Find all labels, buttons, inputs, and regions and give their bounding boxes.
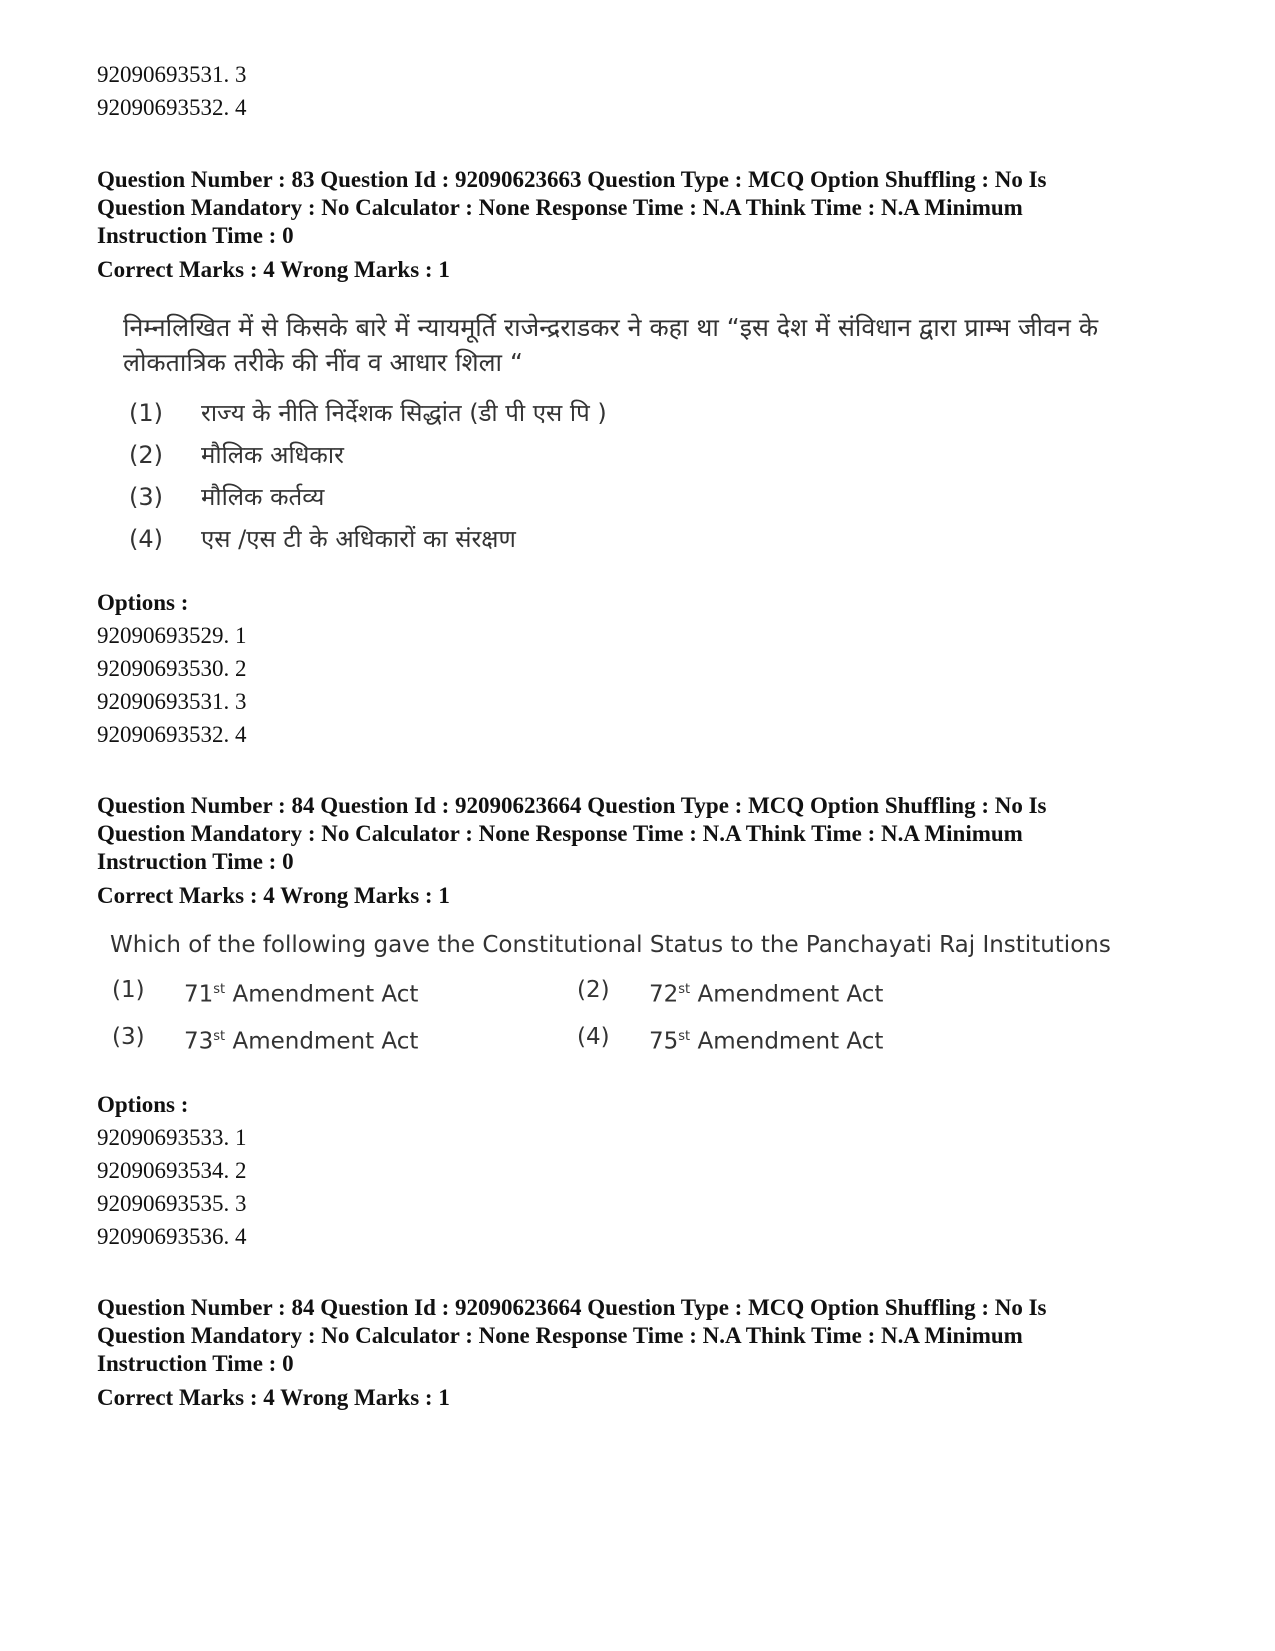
question-marks: Correct Marks : 4 Wrong Marks : 1: [97, 883, 450, 908]
choice-text: मौलिक कर्तव्य: [201, 483, 325, 511]
question-84-body: [110, 930, 1111, 1057]
options-title: Options :: [97, 1092, 189, 1117]
option-item: 92090693536. 4: [97, 1224, 247, 1249]
question-meta-line: Question Number : 84 Question Id : 92090623664 Question Type : MCQ Option Shuffling : No Is: [97, 793, 1047, 818]
question-meta-line: Question Mandatory : No Calculator : None Response Time : N.A Think Time : N.A Minimum: [97, 821, 1023, 846]
question-meta-line: Instruction Time : 0: [97, 223, 294, 248]
question-meta-line: Question Number : 83 Question Id : 92090623663 Question Type : MCQ Option Shuffling : No Is: [97, 167, 1047, 192]
question-stem: [123, 310, 1163, 380]
question-stem-line: लोकतात्रिक तरीके की नींव व आधार शिला “: [123, 348, 523, 377]
question-marks: Correct Marks : 4 Wrong Marks : 1: [97, 257, 450, 282]
answer-choice: [129, 434, 1163, 476]
option-item: 92090693532. 4: [97, 722, 247, 747]
option-item: 92090693534. 2: [97, 1158, 247, 1183]
option-item: 92090693529. 1: [97, 623, 247, 648]
question-meta-line: Question Number : 84 Question Id : 92090623664 Question Type : MCQ Option Shuffling : No Is: [97, 1295, 1047, 1320]
answer-choice: [129, 476, 1163, 518]
answer-choice: [112, 1021, 577, 1058]
question-meta-line: Question Mandatory : No Calculator : None Response Time : N.A Think Time : N.A Minimum: [97, 1323, 1023, 1348]
options-title: Options :: [97, 590, 189, 615]
choice-text: 75st Amendment Act: [649, 1028, 884, 1055]
choice-number: (3): [129, 483, 163, 511]
option-item: 92090693531. 3: [97, 689, 247, 714]
choice-number: (1): [129, 399, 163, 427]
choice-number: (4): [129, 525, 163, 553]
question-83-header: [97, 166, 1187, 284]
choice-text: मौलिक अधिकार: [201, 441, 344, 469]
choice-number: (3): [112, 1023, 145, 1050]
question-meta-line: Instruction Time : 0: [97, 1351, 294, 1376]
choice-text: 72st Amendment Act: [649, 981, 884, 1008]
answer-choice: [129, 392, 1163, 434]
question-83-options: [97, 586, 1187, 751]
question-stem: Which of the following gave the Constitutional Status to the Panchayati Raj Institutions: [110, 932, 1111, 958]
answer-choice: [577, 974, 997, 1011]
choice-number: (2): [129, 441, 163, 469]
answer-choices: [112, 974, 1111, 1057]
choice-text: 73st Amendment Act: [184, 1028, 419, 1055]
answer-choices: [129, 392, 1163, 560]
choice-number: (1): [112, 977, 145, 1003]
option-item: 92090693532. 4: [97, 95, 247, 120]
option-item: 92090693530. 2: [97, 656, 247, 681]
question-84-options: [97, 1088, 1187, 1253]
choice-text: 71st Amendment Act: [184, 981, 419, 1008]
question-84-header: [97, 792, 1187, 910]
option-item: 92090693535. 3: [97, 1191, 247, 1216]
question-meta-line: Instruction Time : 0: [97, 849, 294, 874]
question-marks: Correct Marks : 4 Wrong Marks : 1: [97, 1385, 450, 1410]
question-83-body: [123, 310, 1163, 560]
question-stem-line: निम्नलिखित में से किसके बारे में न्यायमूर्ति राजेन्द्रराडकर ने कहा था “इस देश में संविधान द्वारा प्राम्भ जीवन के: [123, 313, 1099, 342]
question-84-repeat-header: [97, 1294, 1187, 1412]
option-item: 92090693531. 3: [97, 62, 247, 87]
choice-number: (4): [577, 1023, 610, 1050]
question-meta-line: Question Mandatory : No Calculator : None Response Time : N.A Think Time : N.A Minimum: [97, 195, 1023, 220]
answer-choice: [129, 518, 1163, 560]
choice-text: राज्य के नीति निर्देशक सिद्धांत (डी पी एस पि ): [201, 399, 607, 427]
choice-number: (2): [577, 977, 610, 1003]
answer-choice: [112, 974, 577, 1011]
prev-options-list: [97, 58, 1187, 124]
option-item: 92090693533. 1: [97, 1125, 247, 1150]
answer-choice: [577, 1021, 997, 1058]
choice-text: एस /एस टी के अधिकारों का संरक्षण: [201, 525, 516, 553]
